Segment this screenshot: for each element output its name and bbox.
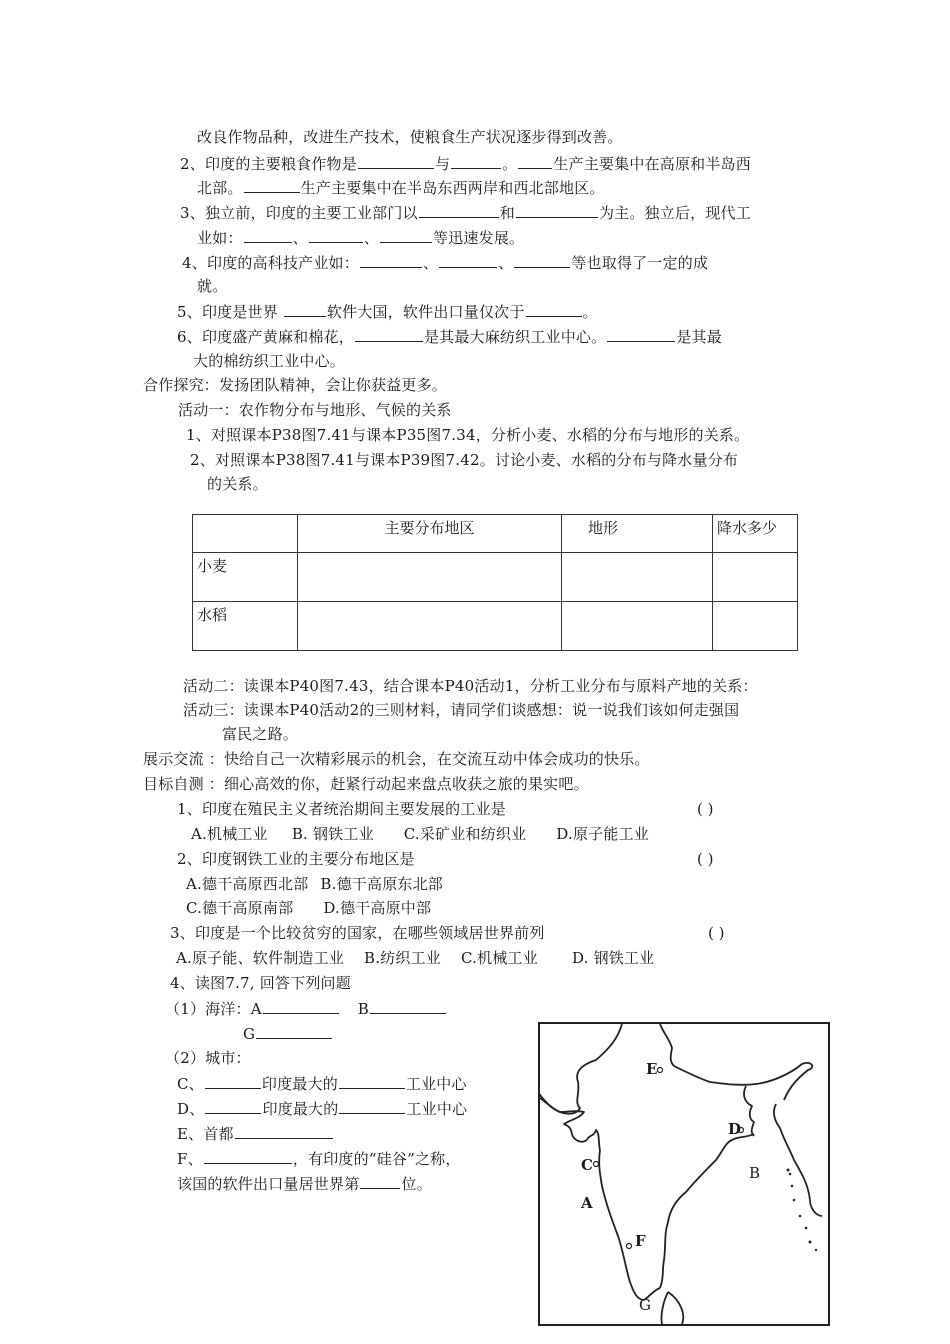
option-b[interactable]: B.纺织工业 bbox=[364, 949, 442, 967]
question-4-cont bbox=[197, 276, 227, 296]
text: 3、印度是一个比较贫穷的国家，在哪些领域居世界前列 bbox=[170, 924, 545, 942]
text: 和 bbox=[499, 204, 515, 222]
blank-field[interactable] bbox=[256, 1023, 332, 1039]
blank-field[interactable] bbox=[263, 998, 339, 1014]
option-a[interactable]: A.机械工业 bbox=[191, 825, 268, 843]
text: 业如： bbox=[197, 229, 243, 247]
text: 4、印度的高科技产业如： bbox=[182, 254, 359, 272]
text: 改良作物品种，改进生产技术，使粮食生产状况逐步得到改善。 bbox=[197, 128, 623, 146]
text: 活动一：农作物分布与地形、气候的关系 bbox=[178, 401, 452, 419]
quiz-q3-stem bbox=[170, 923, 545, 943]
text: 北部。 bbox=[197, 179, 243, 197]
table-header-row bbox=[193, 515, 798, 553]
text: 大的棉纺织工业中心。 bbox=[193, 352, 346, 370]
map-label-c: C bbox=[581, 1156, 593, 1174]
text: 2、印度的主要粮食作物是 bbox=[180, 155, 357, 173]
text: 3、独立前，印度的主要工业部门以 bbox=[180, 204, 418, 222]
blank-field[interactable] bbox=[370, 998, 446, 1014]
blank-field[interactable] bbox=[516, 202, 598, 218]
text: 为主。独立后，现代工 bbox=[598, 204, 751, 222]
blank-field[interactable] bbox=[235, 1123, 333, 1139]
option-a[interactable]: A.原子能、软件制造工业 bbox=[176, 949, 345, 967]
text: 2、印度钢铁工业的主要分布地区是 bbox=[177, 850, 415, 868]
blank-field[interactable] bbox=[380, 227, 432, 243]
city-f-line bbox=[177, 1148, 461, 1169]
text: 5、印度是世界 bbox=[177, 303, 283, 321]
blank-field[interactable] bbox=[205, 1073, 261, 1089]
city-e-line bbox=[177, 1123, 334, 1144]
text: C、 bbox=[177, 1075, 204, 1093]
text: 是其最 bbox=[676, 328, 722, 346]
text: 6、印度盛产黄麻和棉花， bbox=[177, 328, 354, 346]
activity-2 bbox=[183, 676, 758, 696]
option-b[interactable]: B. 钢铁工业 bbox=[291, 825, 374, 843]
option-c[interactable]: C.机械工业 bbox=[461, 949, 538, 967]
map-label-d: D bbox=[728, 1120, 742, 1138]
text: 展示交流 ：快给自己一次精彩展示的机会，在交流互动中体会成功的快乐。 bbox=[143, 750, 650, 768]
option-c[interactable]: C.采矿业和纺织业 bbox=[403, 825, 527, 843]
header-cell bbox=[193, 515, 298, 553]
blank-field[interactable] bbox=[309, 227, 363, 243]
text: 、 bbox=[498, 254, 514, 272]
blank-field[interactable] bbox=[514, 252, 570, 268]
quiz-q1-stem bbox=[177, 799, 506, 819]
table-cell[interactable] bbox=[713, 602, 798, 651]
text: B bbox=[357, 1000, 370, 1018]
crop-distribution-table bbox=[192, 514, 798, 651]
blank-field[interactable] bbox=[360, 252, 422, 268]
header-cell: 地形 bbox=[562, 515, 713, 553]
text: 4、读图7.7, 回答下列问题 bbox=[170, 974, 351, 992]
city-f-line-cont bbox=[177, 1173, 432, 1194]
table-cell[interactable] bbox=[562, 553, 713, 602]
quiz-q2-stem bbox=[177, 849, 415, 869]
blank-field[interactable] bbox=[339, 1073, 405, 1089]
map-label-e: E bbox=[646, 1060, 658, 1078]
blank-field[interactable] bbox=[518, 153, 552, 169]
text: 合作探究：发扬团队精神，会让你获益更多。 bbox=[143, 376, 448, 394]
map-label-g: G bbox=[639, 1296, 651, 1314]
city-heading bbox=[165, 1048, 251, 1068]
text: 等也取得了一定的成 bbox=[571, 254, 709, 272]
option-d[interactable]: D. 钢铁工业 bbox=[571, 949, 655, 967]
quiz-q2-options-row1 bbox=[186, 874, 443, 894]
row-label: 水稻 bbox=[193, 602, 298, 651]
text: 2、对照课本P38图7.41与课本P39图7.42。讨论小麦、水稻的分布与降水量分布 bbox=[190, 451, 739, 469]
text: F、 bbox=[177, 1150, 203, 1168]
india-map bbox=[538, 1022, 830, 1326]
blank-field[interactable] bbox=[204, 1148, 292, 1164]
blank-field[interactable] bbox=[419, 202, 499, 218]
blank-field[interactable] bbox=[526, 301, 582, 317]
text: G bbox=[243, 1025, 256, 1043]
map-label-b: B bbox=[749, 1164, 761, 1182]
question-2 bbox=[180, 153, 751, 174]
answer-paren[interactable]: ( ) bbox=[697, 850, 714, 868]
question-5 bbox=[177, 301, 598, 322]
question-3 bbox=[180, 202, 751, 223]
blank-field[interactable] bbox=[339, 1098, 405, 1114]
blank-field[interactable] bbox=[607, 326, 675, 342]
text: 、 bbox=[363, 229, 380, 247]
table-cell[interactable] bbox=[713, 553, 798, 602]
city-d-line bbox=[177, 1098, 467, 1119]
selftest-heading bbox=[143, 774, 589, 794]
blank-field[interactable] bbox=[360, 1173, 400, 1189]
option-b[interactable]: B.德干高原东北部 bbox=[320, 875, 443, 893]
text: 等迅速发展。 bbox=[433, 229, 525, 247]
row-label: 小麦 bbox=[193, 553, 298, 602]
india-outline-icon bbox=[540, 1024, 828, 1324]
activity-3 bbox=[183, 700, 739, 720]
question-4 bbox=[182, 252, 708, 273]
text: ，有印度的“硅谷”之称， bbox=[292, 1150, 461, 1168]
blank-field[interactable] bbox=[358, 153, 434, 169]
city-c-line bbox=[177, 1073, 467, 1094]
text: 生产主要集中在高原和半岛西 bbox=[553, 155, 751, 173]
table-cell[interactable] bbox=[298, 602, 562, 651]
option-a[interactable]: A.德干高原西北部 bbox=[186, 875, 309, 893]
answer-paren[interactable]: ( ) bbox=[697, 800, 714, 818]
text: 活动三：读课本P40活动2的三则材料，请同学们谈感想：说一说我们该如何走强国 bbox=[183, 701, 740, 719]
text: 生产主要集中在半岛东西两岸和西北部地区。 bbox=[300, 179, 605, 197]
quiz-q1-options bbox=[191, 824, 649, 844]
text: 活动二：读课本P40图7.43，结合课本P40活动1，分析工业分布与原料产地的关系： bbox=[183, 677, 758, 695]
question-3-cont bbox=[197, 227, 524, 248]
showcase-heading bbox=[143, 749, 650, 769]
blank-field[interactable] bbox=[439, 252, 497, 268]
text: 富民之路。 bbox=[222, 725, 299, 743]
text: 工业中心 bbox=[405, 1075, 467, 1093]
header-cell: 降水多少 bbox=[713, 515, 798, 553]
text: 与 bbox=[434, 155, 451, 173]
activity-1-item-2 bbox=[190, 450, 738, 470]
text: 1、对照课本P38图7.41与课本P35图7.34，分析小麦、水稻的分布与地形的关系。 bbox=[186, 426, 750, 444]
blank-field[interactable] bbox=[355, 326, 423, 342]
cooperation-heading bbox=[143, 375, 447, 395]
text: 软件大国，软件出口量仅次于 bbox=[326, 303, 525, 321]
activity-3-cont bbox=[222, 724, 298, 744]
option-c[interactable]: C.德干高原南部 bbox=[186, 899, 294, 917]
text: 该国的软件出口量居世界第 bbox=[177, 1175, 360, 1193]
option-d[interactable]: D.德干高原中部 bbox=[323, 899, 432, 917]
text: 、 bbox=[422, 254, 439, 272]
activity-1-item-1 bbox=[186, 425, 749, 445]
text: 目标自测 ：细心高效的你，赶紧行动起来盘点收获之旅的果实吧。 bbox=[143, 775, 589, 793]
ocean-line bbox=[165, 998, 447, 1019]
activity-1 bbox=[178, 400, 452, 420]
question-2-cont bbox=[197, 177, 605, 198]
text: （2）城市： bbox=[165, 1049, 251, 1067]
answer-paren[interactable]: ( ) bbox=[708, 924, 725, 942]
ocean-g-line bbox=[243, 1023, 333, 1044]
intro-line bbox=[197, 127, 623, 147]
text: 。 bbox=[502, 155, 518, 173]
table-cell[interactable] bbox=[298, 553, 562, 602]
map-label-a: A bbox=[581, 1194, 593, 1212]
quiz-q2-options-row2 bbox=[186, 898, 431, 918]
text: 位。 bbox=[401, 1175, 432, 1193]
question-6 bbox=[177, 326, 722, 347]
text: 就。 bbox=[197, 277, 228, 295]
text: 的关系。 bbox=[207, 475, 268, 493]
blank-field[interactable] bbox=[205, 1098, 261, 1114]
option-d[interactable]: D.原子能工业 bbox=[556, 825, 649, 843]
question-6-cont bbox=[193, 351, 345, 371]
table-row bbox=[193, 553, 798, 602]
text: D、 bbox=[177, 1100, 205, 1118]
quiz-q4-stem bbox=[170, 973, 351, 993]
text: 。 bbox=[582, 303, 598, 321]
blank-field[interactable] bbox=[244, 227, 292, 243]
text: （1）海洋：A bbox=[165, 1000, 262, 1018]
activity-1-item-2-cont bbox=[207, 474, 268, 494]
text: 1、印度在殖民主义者统治期间主要发展的工业是 bbox=[177, 800, 506, 818]
blank-field[interactable] bbox=[284, 301, 326, 317]
blank-field[interactable] bbox=[244, 177, 300, 193]
map-label-f: F bbox=[635, 1232, 646, 1250]
text: 印度最大的 bbox=[262, 1100, 339, 1118]
header-cell: 主要分布地区 bbox=[298, 515, 562, 553]
quiz-q3-options bbox=[176, 948, 654, 968]
table-cell[interactable] bbox=[562, 602, 713, 651]
text: 是其最大麻纺织工业中心。 bbox=[423, 328, 607, 346]
blank-field[interactable] bbox=[451, 153, 501, 169]
table-row bbox=[193, 602, 798, 651]
text: 印度最大的 bbox=[261, 1075, 338, 1093]
text: E、首都 bbox=[177, 1125, 234, 1143]
text: 、 bbox=[292, 229, 308, 247]
text: 工业中心 bbox=[406, 1100, 468, 1118]
